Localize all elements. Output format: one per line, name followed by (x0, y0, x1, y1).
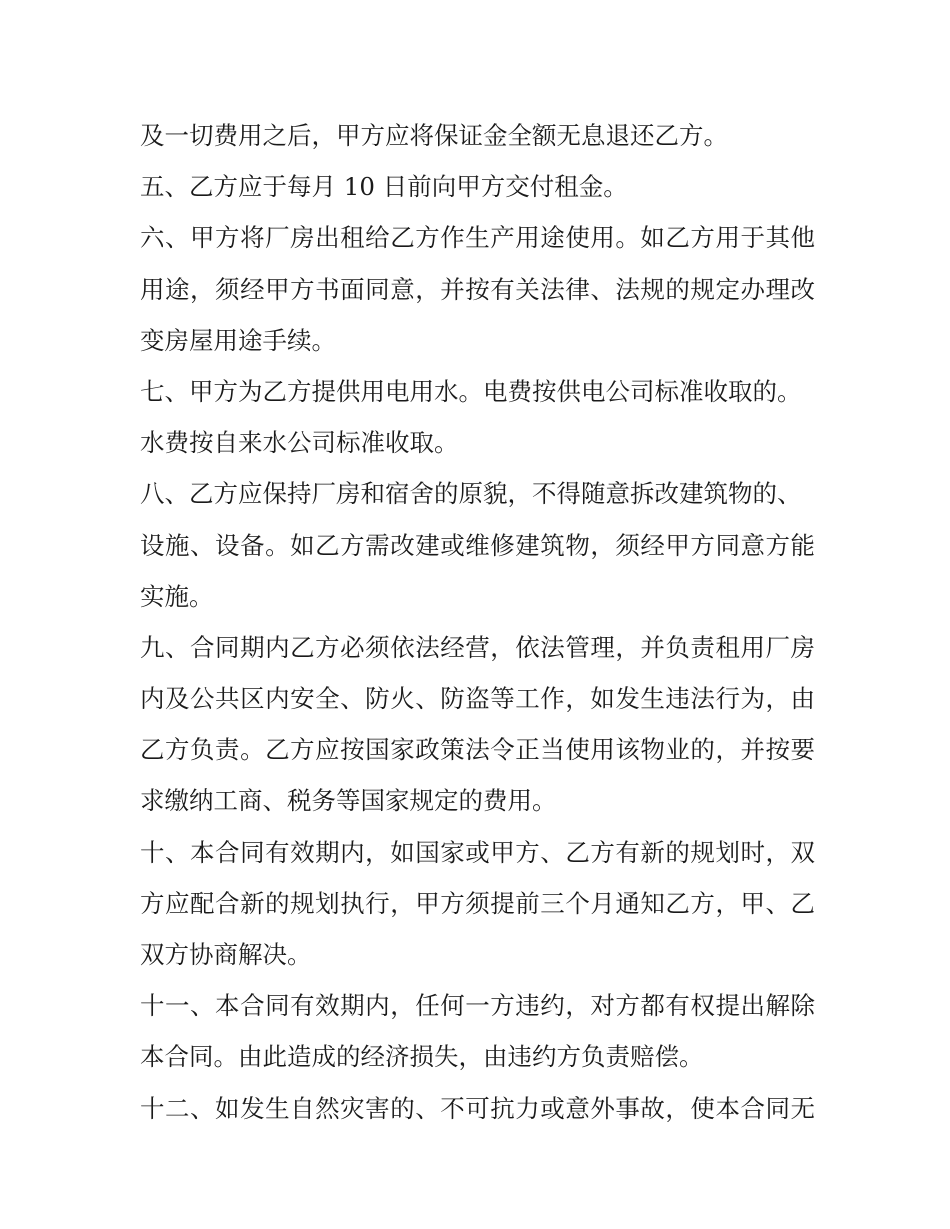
text-line: 设施、设备。如乙方需改建或维修建筑物，须经甲方同意方能 (140, 530, 815, 560)
text-line: 本合同。由此造成的经济损失，由违约方负责赔偿。 (140, 1042, 704, 1072)
text-line: 五、乙方应于每月 10 日前向甲方交付租金。 (140, 172, 628, 202)
text-line: 变房屋用途手续。 (140, 325, 336, 355)
text-line: 及一切费用之后，甲方应将保证金全额无息退还乙方。 (140, 121, 728, 150)
text-line: 求缴纳工商、税务等国家规定的费用。 (140, 786, 557, 816)
text-line: 十二、如发生自然灾害的、不可抗力或意外事故，使本合同无 (140, 1093, 815, 1123)
text-line: 七、甲方为乙方提供用电用水。电费按供电公司标准收取的。 (140, 376, 802, 406)
text-line: 十、本合同有效期内，如国家或甲方、乙方有新的规划时，双 (140, 837, 815, 867)
text-line: 实施。 (140, 581, 214, 611)
text-line: 双方协商解决。 (140, 940, 312, 969)
text-line: 水费按自来水公司标准收取。 (140, 428, 459, 458)
text-line: 乙方负责。乙方应按国家政策法令正当使用该物业的，并按要 (140, 735, 815, 765)
text-line: 用途，须经甲方书面同意，并按有关法律、法规的规定办理改 (140, 274, 815, 304)
text-line: 六、甲方将厂房出租给乙方作生产用途使用。如乙方用于其他 (140, 223, 815, 253)
text-line: 八、乙方应保持厂房和宿舍的原貌，不得随意拆改建筑物的、 (140, 479, 802, 509)
text-line: 十一、本合同有效期内，任何一方违约，对方都有权提出解除 (140, 991, 815, 1021)
text-line: 方应配合新的规划执行，甲方须提前三个月通知乙方，甲、乙 (140, 888, 815, 918)
text-line: 九、合同期内乙方必须依法经营，依法管理，并负责租用厂房 (140, 632, 815, 662)
document-body (140, 110, 815, 1134)
text-line: 内及公共区内安全、防火、防盗等工作，如发生违法行为，由 (140, 684, 815, 714)
